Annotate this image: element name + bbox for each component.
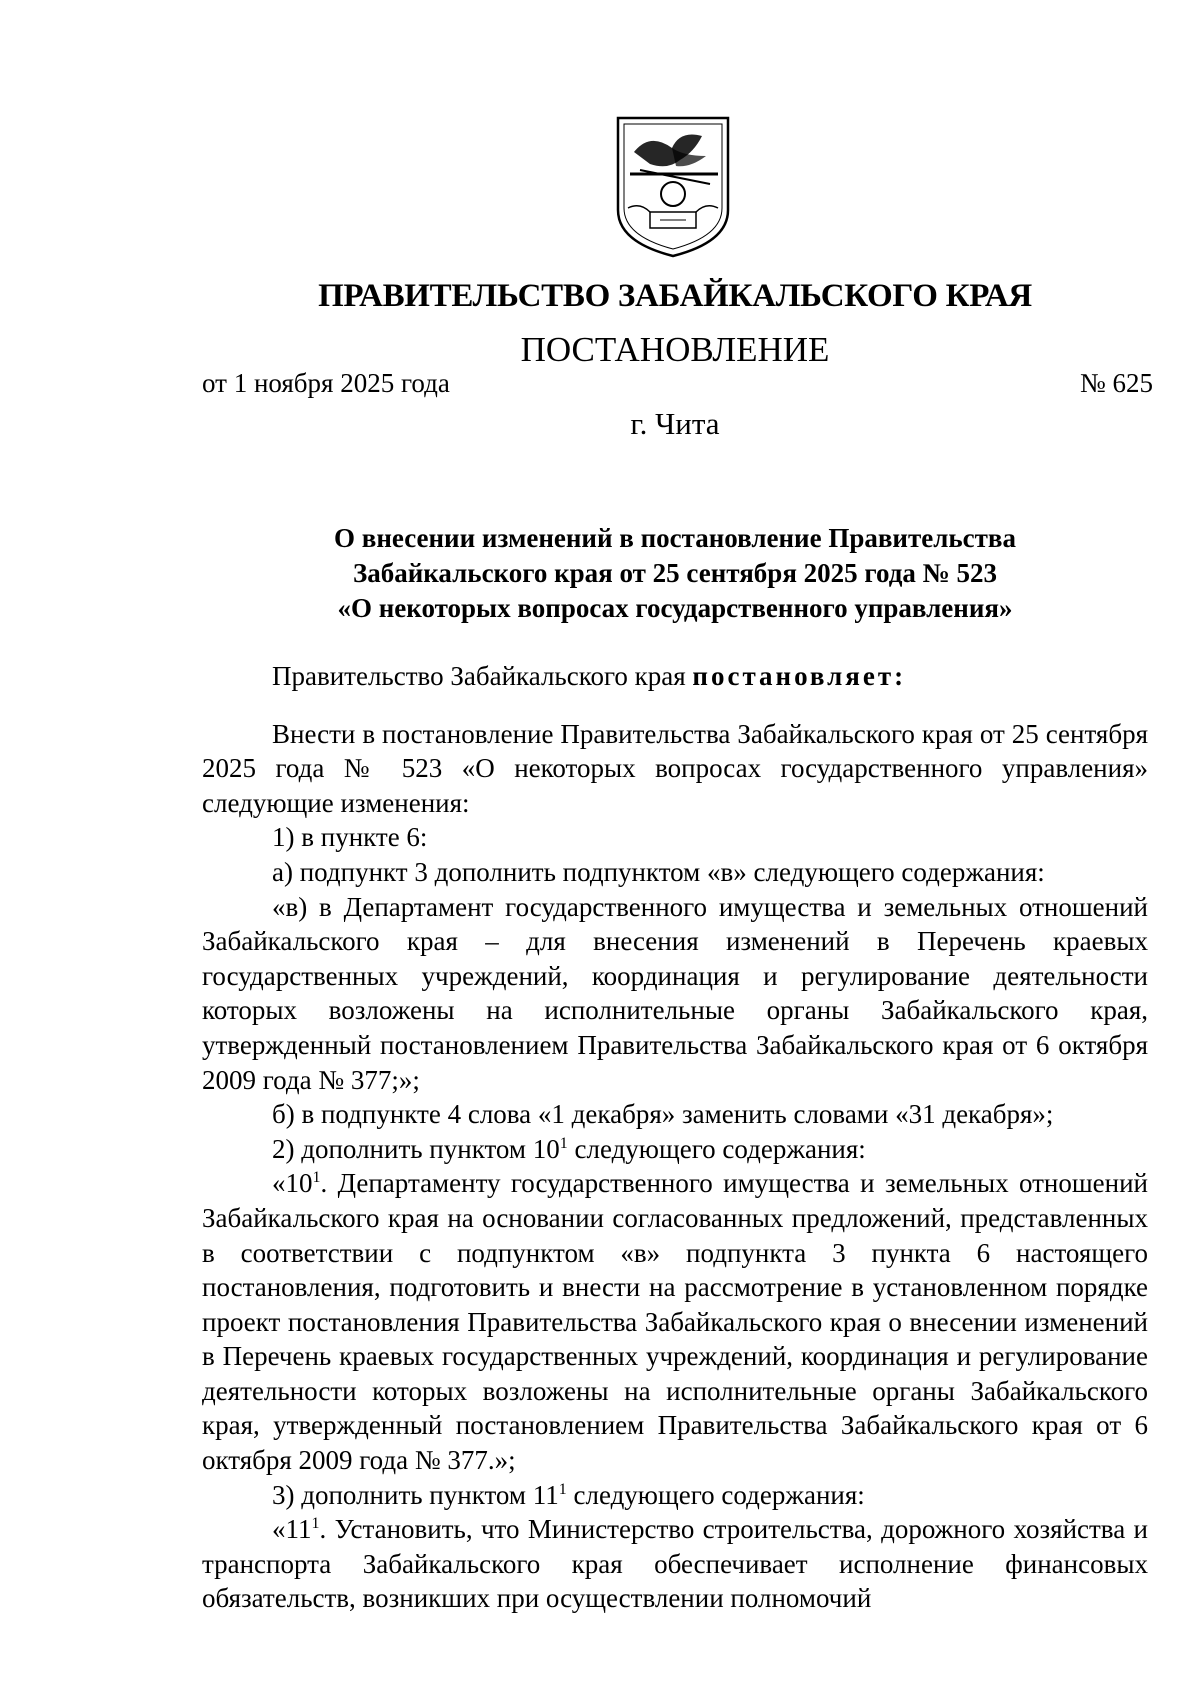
list-item: б) в подпункте 4 слова «1 декабря» заменить словами «31 декабря»; bbox=[272, 1099, 1054, 1130]
paragraph: Внести в постановление Правительства Забайкальского края от 25 сентября 2025 года № 523 «О некоторых вопросах государственного управления» следующие изменения: bbox=[202, 718, 1148, 818]
text-segment: 2) дополнить пунктом 10 bbox=[272, 1133, 560, 1164]
quoted-text bbox=[202, 1166, 1148, 1477]
decree-prefix: Правительство Забайкальского края bbox=[272, 661, 693, 691]
text-segment: «11 bbox=[272, 1514, 312, 1545]
title-line: «О некоторых вопросах государственного управления» bbox=[337, 593, 1013, 623]
superscript: 1 bbox=[311, 1515, 320, 1533]
document-date: от 1 ноября 2025 года bbox=[202, 368, 450, 398]
list-item: а) подпункт 3 дополнить подпунктом «в» следующего содержания: bbox=[272, 856, 1045, 887]
title-line: Забайкальского края от 25 сентября 2025 года № 523 bbox=[352, 558, 998, 588]
quoted-text: «в) в Департамент государственного имущества и земельных отношений Забайкальского края – для внесения изменений в Перечень краевых государственных учреждений, координация и регулирование деятельности которых возложены на исполнительные органы Забайкальского края, утвержденный постановлением Правительства Забайкальского края от 6 октября 2009 года № 377;»; bbox=[202, 891, 1148, 1095]
title-line: О внесении изменений в постановление Правительства bbox=[334, 523, 1016, 553]
quoted-text bbox=[202, 1512, 1148, 1616]
document-number: № 625 bbox=[1080, 368, 1154, 398]
text-segment: . Установить, что Министерство строительства, дорожного хозяйства и транспорта Забайкальского края обеспечивает исполнение финансовых обязательств, возникших при осуществлении полномочий bbox=[202, 1514, 1148, 1614]
text-segment: . Департаменту государственного имущества и земельных отношений Забайкальского края на основании согласованных предложений, представленных в соответствии с подпунктом «в» подпункта 3 пункта 6 настоящего постановления, подготовить и внести на рассмотрение в установленном порядке проект постановления Правительства Забайкальского края о внесении изменений в Перечень краевых государственных учреждений, координация и регулирование деятельности которых возложены на исполнительные органы Забайкальского края, утвержденный постановлением Правительства Забайкальского края от 6 октября 2009 года № 377.»; bbox=[202, 1168, 1148, 1476]
document-city: г. Чита bbox=[630, 406, 720, 441]
document-title bbox=[202, 521, 1148, 626]
list-item: 1) в пункте 6: bbox=[272, 822, 428, 853]
text-segment: «10 bbox=[272, 1168, 313, 1199]
superscript: 1 bbox=[312, 1169, 321, 1187]
superscript: 1 bbox=[558, 1480, 567, 1498]
text-segment: следующего содержания: bbox=[566, 1479, 865, 1510]
organization-name: ПРАВИТЕЛЬСТВО ЗАБАЙКАЛЬСКОГО КРАЯ bbox=[318, 278, 1032, 314]
document-body bbox=[202, 659, 1148, 1616]
superscript: 1 bbox=[559, 1134, 568, 1152]
text-segment: 3) дополнить пунктом 11 bbox=[272, 1479, 559, 1510]
text-segment: следующего содержания: bbox=[567, 1133, 866, 1164]
decree-word: постановляет: bbox=[692, 661, 907, 691]
decree-statement bbox=[202, 659, 1148, 694]
list-item bbox=[202, 1132, 1148, 1167]
coat-of-arms-emblem bbox=[610, 112, 736, 260]
list-item bbox=[202, 1478, 1148, 1513]
document-type: ПОСТАНОВЛЕНИЕ bbox=[520, 330, 830, 369]
